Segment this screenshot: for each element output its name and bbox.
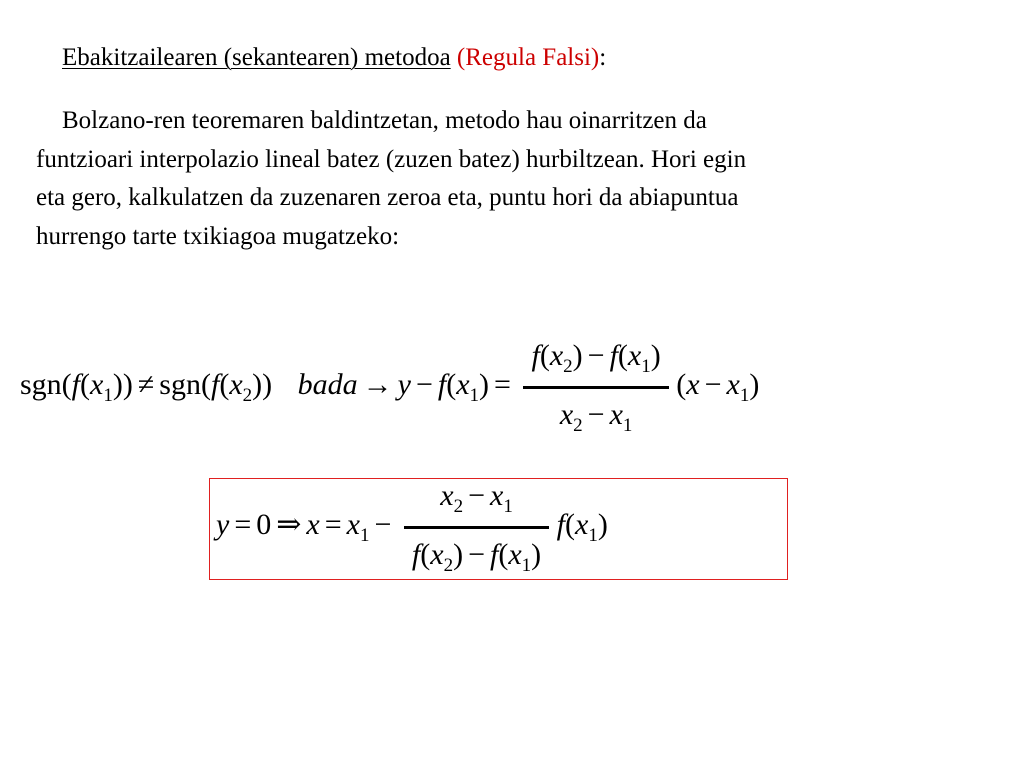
x-symbol: x xyxy=(609,397,623,431)
f-symbol: f xyxy=(210,368,220,402)
equals-sign: = xyxy=(324,508,342,542)
minus-sign: − xyxy=(587,397,605,431)
description-paragraph xyxy=(36,102,996,256)
step-denominator xyxy=(404,535,549,579)
x-symbol: x xyxy=(559,397,574,431)
sgn-function: sgn( xyxy=(20,368,72,402)
title-subtitle: (Regula Falsi) xyxy=(456,44,600,71)
fraction-bar xyxy=(523,386,668,389)
paren: ( xyxy=(676,368,687,402)
paren: ( xyxy=(80,368,91,402)
paragraph-line: funtzioari interpolazio lineal batez (zuzen batez) hurbiltzean. Hori egin xyxy=(36,145,747,173)
paren: ( xyxy=(539,339,550,372)
paragraph-line: Bolzano-ren teoremaren baldintzetan, metodo hau oinarritzen da xyxy=(62,107,707,134)
paren: )) xyxy=(112,368,133,402)
x-symbol: x xyxy=(549,339,564,372)
paren: ( xyxy=(565,508,575,542)
f-symbol: f xyxy=(556,508,565,542)
paren: ) xyxy=(650,339,661,372)
f-symbol: f xyxy=(411,537,421,571)
subscript: 1 xyxy=(588,525,598,547)
step-fraction xyxy=(404,476,549,579)
bada-word: bada xyxy=(297,368,358,402)
y-symbol: y xyxy=(216,508,230,542)
f-symbol: f xyxy=(531,339,540,372)
x-symbol: x xyxy=(90,368,104,402)
x-symbol: x xyxy=(627,339,642,372)
minus-sign: − xyxy=(587,339,605,372)
subscript: 1 xyxy=(103,385,113,407)
paren: ) xyxy=(749,368,760,402)
subscript: 1 xyxy=(622,414,633,436)
paren: ( xyxy=(617,339,628,372)
fraction-bar xyxy=(404,526,549,529)
subscript: 2 xyxy=(573,414,583,436)
subscript: 2 xyxy=(563,356,573,377)
subscript: 2 xyxy=(242,385,253,407)
paragraph-line: eta gero, kalkulatzen da zuzenaren zeroa eta, puntu hori da abiapuntua xyxy=(36,184,739,211)
x-symbol: x xyxy=(440,479,454,512)
x-symbol: x xyxy=(306,508,320,542)
implies-arrow: ⇒ xyxy=(276,508,302,542)
slope-numerator xyxy=(523,336,668,380)
paren: ) xyxy=(531,537,542,571)
subscript: 1 xyxy=(641,356,651,377)
x-symbol: x xyxy=(430,537,444,571)
minus-sign: − xyxy=(468,479,485,512)
x-symbol: x xyxy=(726,368,740,402)
equals-sign: = xyxy=(494,368,511,402)
paragraph-line: hurrengo tarte txikiagoa mugatzeko: xyxy=(36,222,400,250)
sgn-function: sgn( xyxy=(159,368,211,402)
x-symbol: x xyxy=(686,368,700,402)
paren: ( xyxy=(446,368,457,402)
x-symbol: x xyxy=(489,479,504,512)
subscript: 2 xyxy=(443,554,454,576)
minus-sign: − xyxy=(374,508,392,542)
step-numerator xyxy=(432,476,521,520)
x-symbol: x xyxy=(575,508,589,542)
regula-falsi-formula xyxy=(216,476,608,579)
minus-sign: − xyxy=(468,537,485,571)
paren: ( xyxy=(498,537,509,571)
subscript: 2 xyxy=(453,496,464,517)
f-symbol: f xyxy=(71,368,81,402)
paren: ( xyxy=(420,537,431,571)
subscript: 1 xyxy=(739,385,750,407)
arrow-symbol: → xyxy=(362,368,393,402)
slide-title xyxy=(62,42,606,74)
minus-sign: − xyxy=(704,368,722,402)
slope-denominator xyxy=(552,395,641,439)
subscript: 1 xyxy=(469,385,480,407)
secant-line-equation xyxy=(20,336,759,439)
subscript: 1 xyxy=(503,496,513,517)
paren: ) xyxy=(572,339,583,372)
y-symbol: y xyxy=(397,368,411,402)
title-main: Ebakitzailearen (sekantearen) metodoa xyxy=(62,44,451,71)
minus-sign: − xyxy=(415,368,433,402)
title-colon: : xyxy=(599,44,607,71)
x-symbol: x xyxy=(508,537,522,571)
paren: ) xyxy=(597,508,608,542)
x-symbol: x xyxy=(456,368,470,402)
paren: ( xyxy=(219,368,230,402)
zero-value: 0 xyxy=(256,508,272,542)
subscript: 1 xyxy=(359,525,370,547)
not-equal-sign: ≠ xyxy=(137,368,155,402)
f-symbol: f xyxy=(609,339,618,372)
paren: ) xyxy=(453,537,464,571)
paren: ) xyxy=(479,368,490,402)
f-symbol: f xyxy=(437,368,447,402)
x-symbol: x xyxy=(229,368,243,402)
slope-fraction xyxy=(523,336,668,439)
equals-sign: = xyxy=(234,508,252,542)
x-symbol: x xyxy=(346,508,360,542)
paren: )) xyxy=(252,368,273,402)
subscript: 1 xyxy=(521,554,532,576)
f-symbol: f xyxy=(489,537,499,571)
